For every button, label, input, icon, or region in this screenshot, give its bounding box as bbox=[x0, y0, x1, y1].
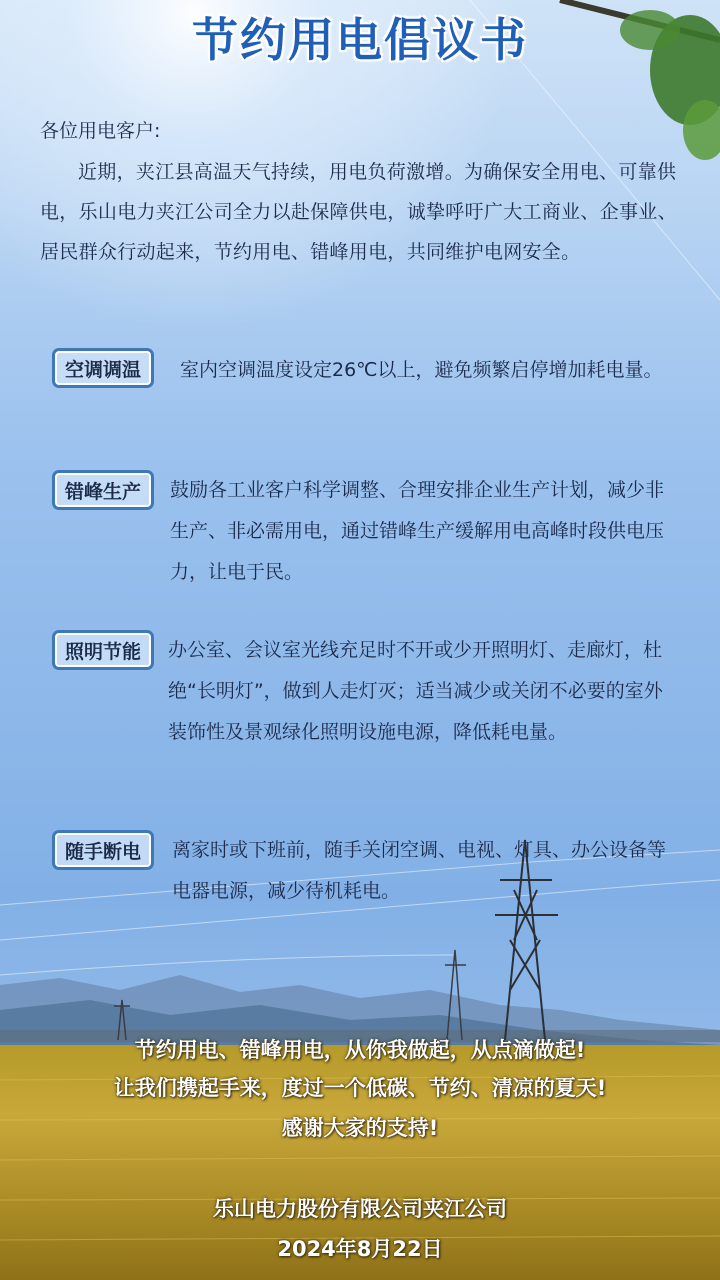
page-title: 节约用电倡议书 bbox=[192, 13, 528, 67]
badge-ac-temperature: 空调调温 bbox=[52, 348, 154, 388]
badge-power-off: 随手断电 bbox=[52, 830, 154, 870]
badge-lighting-saving: 照明节能 bbox=[52, 630, 154, 670]
date: 2024年8月22日 bbox=[277, 1237, 443, 1261]
badge-off-peak-production: 错峰生产 bbox=[52, 470, 154, 510]
intro-paragraph: 近期，夹江县高温天气持续，用电负荷激增。为确保安全用电、可靠供电，乐山电力夹江公司全力以赴保障供电，诚挚呼吁广大工商业、企事业、居民群众行动起来，节约用电、错峰用电，共同维护电网安全。 bbox=[40, 161, 677, 263]
item-text-power-off: 离家时或下班前，随手关闭空调、电视、灯具、办公设备等电器电源，减少待机耗电。 bbox=[172, 839, 667, 902]
slogan-line-2: 让我们携起手来，度过一个低碳、节约、清凉的夏天! bbox=[113, 1076, 607, 1100]
item-text-lighting-saving: 办公室、会议室光线充足时不开或少开照明灯、走廊灯，杜绝“长明灯”，做到人走灯灭；适当减少或关闭不必要的室外装饰性及景观绿化照明设施电源，降低耗电量。 bbox=[168, 639, 663, 743]
company-name: 乐山电力股份有限公司夹江公司 bbox=[213, 1197, 507, 1221]
item-text-off-peak-production: 鼓励各工业客户科学调整、合理安排企业生产计划，减少非生产、非必需用电，通过错峰生产缓解用电高峰时段供电压力，让电于民。 bbox=[170, 479, 665, 583]
greeting: 各位用电客户: bbox=[40, 120, 161, 142]
slogan-line-3: 感谢大家的支持! bbox=[281, 1116, 439, 1140]
item-text-ac-temperature: 室内空调温度设定26℃以上，避免频繁启停增加耗电量。 bbox=[180, 359, 663, 381]
slogan-line-1: 节约用电、错峰用电，从你我做起，从点滴做起! bbox=[134, 1038, 586, 1062]
